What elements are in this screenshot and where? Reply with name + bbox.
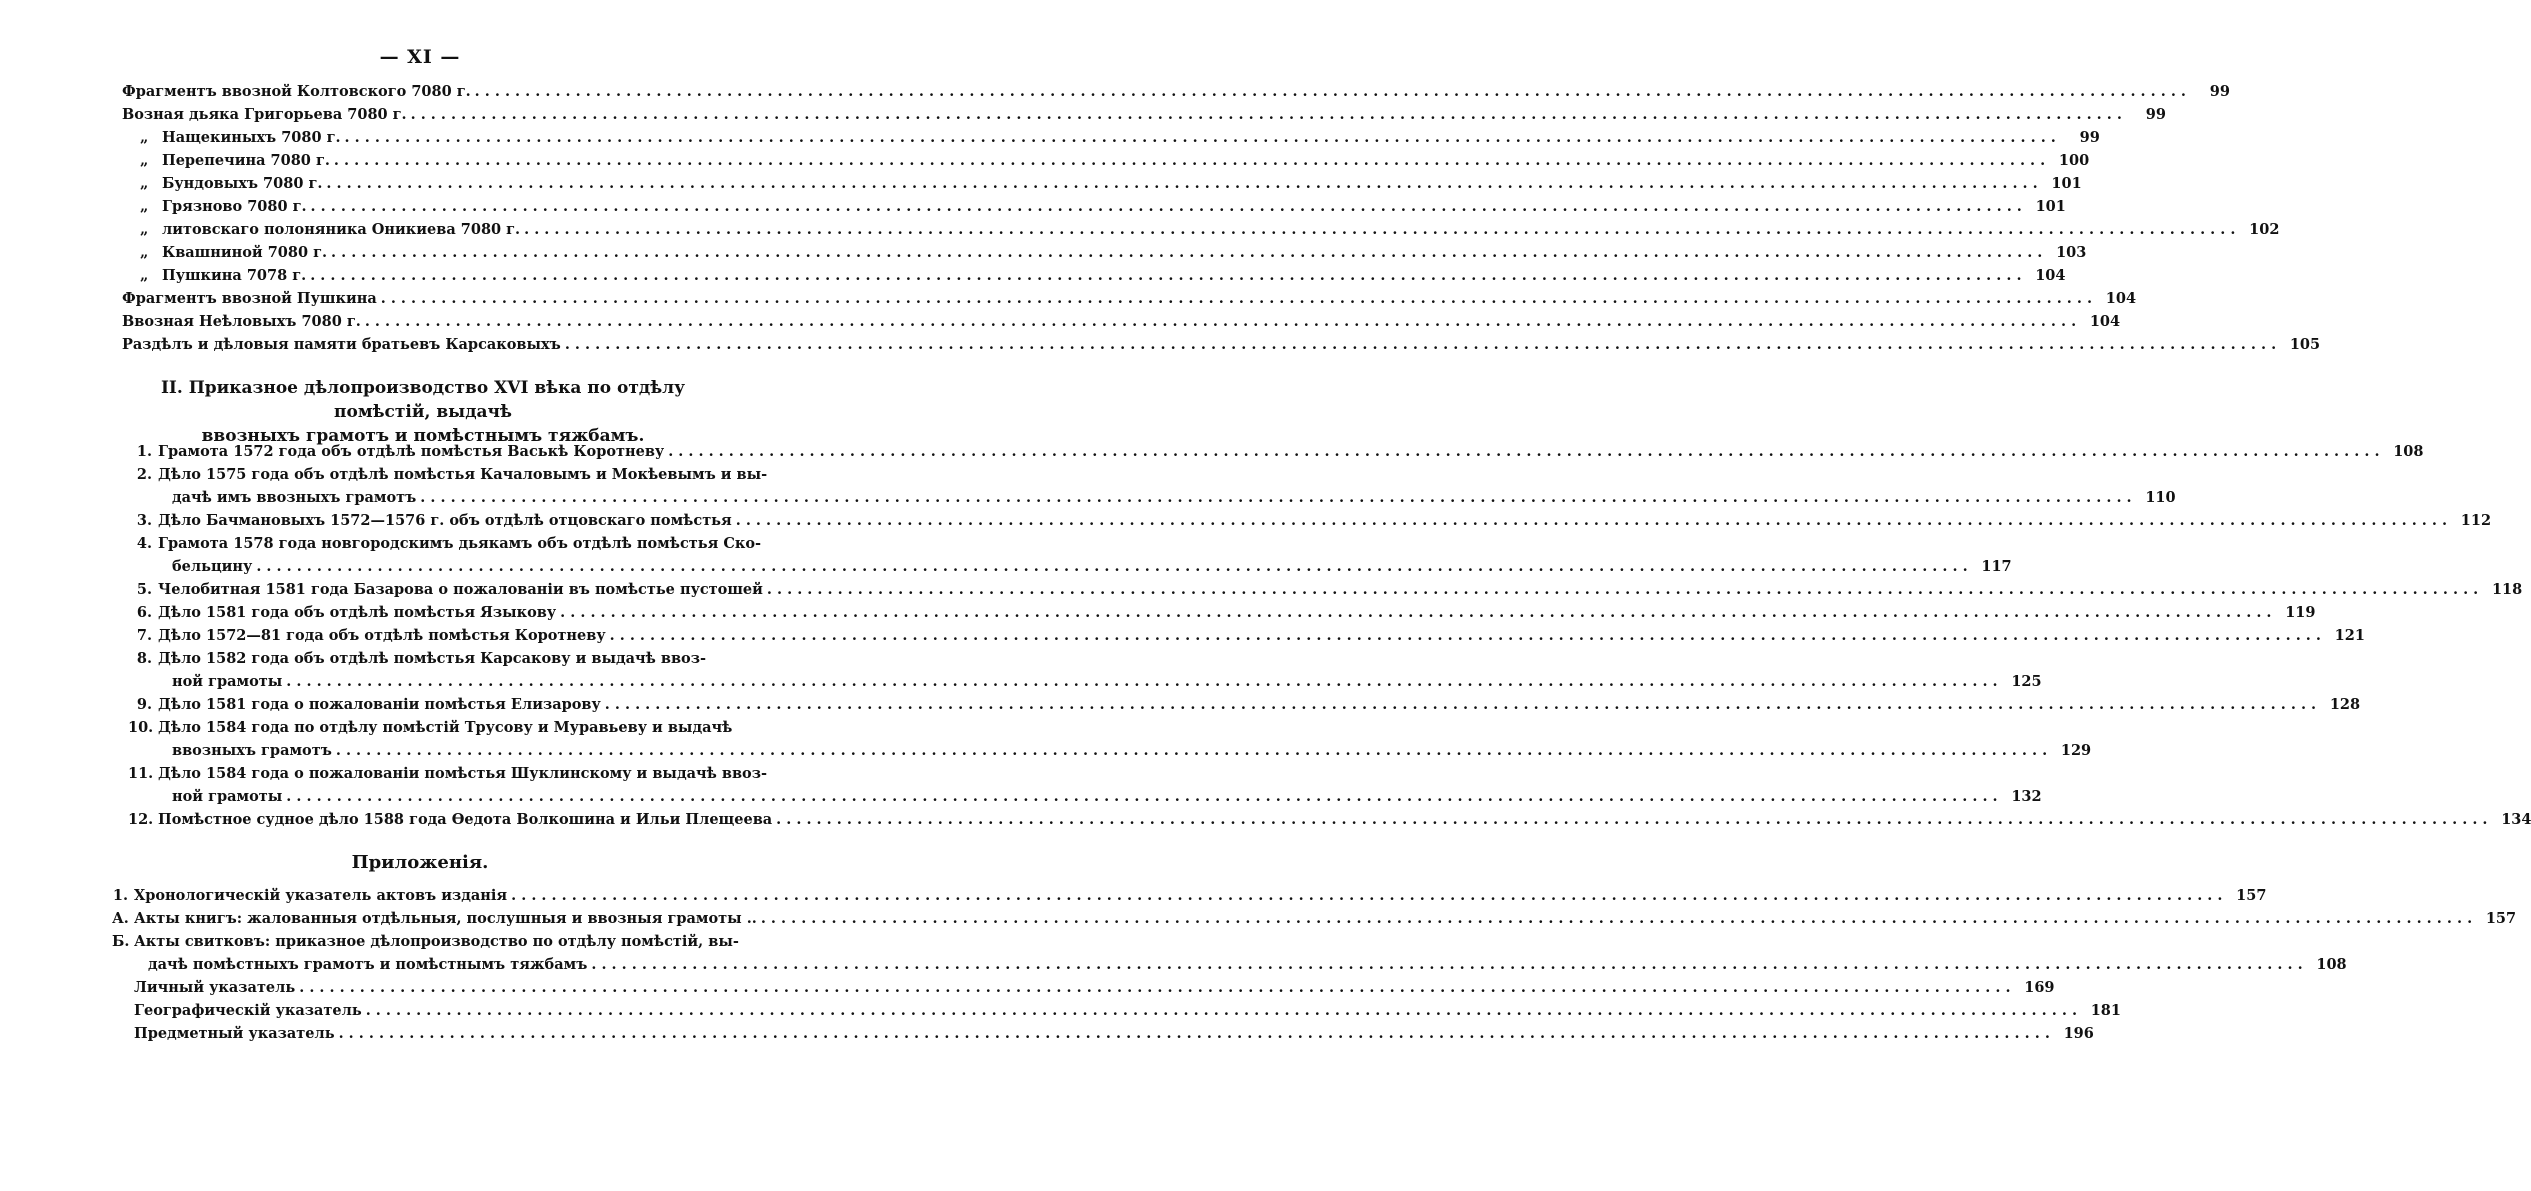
toc-entry-title: Предметный указатель <box>134 1025 335 1042</box>
toc-entry-title-continued: ной грамоты <box>172 673 283 690</box>
toc-entry-page: 104 <box>2105 290 2137 307</box>
toc-entry-page: 118 <box>2491 581 2523 598</box>
toc-entry-title: Дѣло 1584 года по отдѣлу помѣстій Трусову и Муравьеву и выдачѣ <box>158 719 733 736</box>
dot-leader <box>605 693 2316 716</box>
ditto-mark: „ <box>140 175 149 192</box>
toc-entry-number: 12. <box>128 811 154 828</box>
dot-leader <box>381 287 2092 310</box>
appendix-list <box>112 884 2517 1045</box>
dot-leader <box>365 310 2076 333</box>
dot-leader <box>286 670 1997 693</box>
dot-leader <box>334 149 2045 172</box>
dot-leader <box>311 195 2022 218</box>
toc-entry-page: 99 <box>2209 83 2230 100</box>
toc-entry-continuation <box>128 739 2092 762</box>
ditto-mark: „ <box>140 198 149 215</box>
toc-entry-title-continued: ной грамоты <box>172 788 283 805</box>
dot-leader <box>420 486 2131 509</box>
toc-entry <box>122 103 2166 126</box>
toc-entry-continuation <box>128 670 2042 693</box>
toc-entry <box>128 601 2316 624</box>
toc-entry <box>128 693 2361 716</box>
toc-entry <box>122 218 2280 241</box>
toc-entry-title-continued: дачѣ имъ ввозныхъ грамотъ <box>172 489 417 506</box>
toc-entry <box>128 647 728 670</box>
toc-entry <box>112 1022 2094 1045</box>
toc-entry-title: Помѣстное судное дѣло 1588 года Ѳедота Волкошина и Ильи Плещеева <box>158 811 773 828</box>
dot-leader <box>345 126 2056 149</box>
dot-leader <box>565 333 2276 356</box>
toc-entry-title: Дѣло 1584 года о пожалованіи помѣстья Шуклинскому и выдачѣ ввоз- <box>158 765 767 782</box>
dot-leader <box>668 440 2379 463</box>
toc-entry-number: 3. <box>136 512 152 529</box>
toc-entry <box>128 808 2531 831</box>
toc-entry-continuation <box>128 785 2042 808</box>
appendix-heading: Приложенія. <box>351 852 489 873</box>
toc-entry-page: 101 <box>2051 175 2082 192</box>
toc-entry-page: 108 <box>2316 956 2347 973</box>
toc-entry-number: 9. <box>136 696 152 713</box>
toc-entry-title: Дѣло 1575 года объ отдѣлѣ помѣстья Качаловымъ и Мокѣевымъ и вы- <box>158 466 768 483</box>
toc-entry-continuation <box>128 486 2176 509</box>
toc-entry-page: 101 <box>2035 198 2066 215</box>
section2-heading-line1: II. Приказное дѣлопроизводство XVI вѣка по отдѣлу помѣстій, выдачѣ <box>160 378 686 422</box>
toc-entry-page: 100 <box>2058 152 2090 169</box>
toc-entry-page: 134 <box>2501 811 2531 828</box>
ditto-mark: „ <box>140 267 149 284</box>
toc-entry-number: 2. <box>136 466 152 483</box>
dot-leader <box>736 509 2447 532</box>
toc-entry-title: Личный указатель <box>134 979 296 996</box>
dot-leader <box>511 884 2222 907</box>
toc-entry-title: Грамота 1578 года новгородскимъ дьякамъ объ отдѣлѣ помѣстья Ско- <box>158 535 762 552</box>
section2-heading <box>110 376 736 448</box>
dot-leader <box>366 999 2077 1022</box>
toc-entry-title: Возная дьяка Григорьева 7080 г. <box>122 106 407 123</box>
toc-entry-page: 129 <box>2060 742 2092 759</box>
toc-entry-title: Акты книгъ: жалованныя отдѣльныя, послушныя и ввозныя грамоты .. <box>134 910 757 927</box>
ditto-mark: „ <box>140 129 149 146</box>
toc-entry-title: Пушкина 7078 г. <box>162 267 307 284</box>
toc-entry <box>128 532 762 555</box>
toc-entry <box>122 287 2137 310</box>
toc-entry-title: Квашниной 7080 г. <box>162 244 328 261</box>
toc-entry-page: 128 <box>2329 696 2361 713</box>
ditto-mark: „ <box>140 152 149 169</box>
toc-entry-page: 110 <box>2145 489 2176 506</box>
dot-leader <box>326 172 2037 195</box>
toc-entry-title-continued: бельцину <box>172 558 253 575</box>
dot-leader <box>286 785 1997 808</box>
toc-entry-page: 157 <box>2236 887 2267 904</box>
toc-entry-page: 102 <box>2249 221 2280 238</box>
dot-leader <box>256 555 1967 578</box>
toc-entry <box>122 333 2321 356</box>
toc-entry-page: 105 <box>2289 336 2321 353</box>
section1-list <box>122 80 2321 356</box>
toc-entry-title: Раздѣлъ и дѣловыя памяти братьевъ Карсаковыхъ <box>122 336 561 353</box>
toc-entry-page: 99 <box>2145 106 2166 123</box>
section2-list <box>128 440 2531 831</box>
toc-entry-number: 6. <box>136 604 152 621</box>
toc-entry-number: 1. <box>112 887 128 904</box>
toc-entry <box>122 126 2100 149</box>
toc-entry-title: Хронологическій указатель актовъ изданія <box>134 887 508 904</box>
toc-entry-title: Географическій указатель <box>134 1002 362 1019</box>
toc-entry-title: Нащекиныхъ 7080 г. <box>162 129 341 146</box>
toc-entry-page: 104 <box>2035 267 2066 284</box>
toc-entry <box>128 463 768 486</box>
toc-entry <box>112 907 2517 930</box>
dot-leader <box>299 976 2010 999</box>
toc-entry-number: 11. <box>128 765 154 782</box>
toc-entry-page: 132 <box>2011 788 2042 805</box>
toc-entry <box>112 930 739 953</box>
dot-leader <box>339 1022 2050 1045</box>
toc-entry <box>122 310 2121 333</box>
section2-heading-line2: ввозныхъ грамотъ и помѣстнымъ тяжбамъ. <box>201 426 645 446</box>
toc-entry-page: 125 <box>2011 673 2042 690</box>
toc-entry-page: 196 <box>2063 1025 2094 1042</box>
toc-entry-title: Акты свитковъ: приказное дѣлопроизводство по отдѣлу помѣстій, вы- <box>134 933 739 950</box>
toc-entry <box>128 716 733 739</box>
toc-entry-title-continued: дачѣ помѣстныхъ грамотъ и помѣстнымъ тяжбамъ <box>148 956 588 973</box>
toc-entry-page: 169 <box>2024 979 2055 996</box>
dot-leader <box>310 264 2021 287</box>
toc-entry-title: Фрагментъ ввозной Колтовского 7080 г. <box>122 83 471 100</box>
toc-entry-title: Перепечина 7080 г. <box>162 152 330 169</box>
dot-leader <box>411 103 2122 126</box>
dot-leader <box>610 624 2321 647</box>
toc-entry <box>112 884 2267 907</box>
toc-entry-number: 8. <box>136 650 152 667</box>
toc-entry-page: 181 <box>2090 1002 2121 1019</box>
toc-entry-number: 1. <box>136 443 152 460</box>
page-number: — XI — <box>379 46 461 68</box>
toc-entry <box>112 999 2121 1022</box>
toc-entry-title: Челобитная 1581 года Базарова о пожалованіи въ помѣстье пустошей <box>158 581 763 598</box>
toc-entry <box>128 624 2365 647</box>
toc-entry-title: Ввозная Неѣловыхъ 7080 г. <box>122 313 361 330</box>
toc-entry-title-continued: ввозныхъ грамотъ <box>172 742 332 759</box>
toc-entry-number: А. <box>112 910 129 927</box>
toc-entry-page: 117 <box>1981 558 2012 575</box>
toc-entry-page: 108 <box>2393 443 2424 460</box>
toc-entry-page: 119 <box>2285 604 2316 621</box>
toc-entry-page: 157 <box>2485 910 2517 927</box>
dot-leader <box>761 907 2472 930</box>
toc-entry <box>128 578 2523 601</box>
dot-leader <box>591 953 2302 976</box>
toc-entry <box>128 509 2492 532</box>
dot-leader <box>331 241 2042 264</box>
toc-entry-number: 4. <box>136 535 152 552</box>
dot-leader <box>336 739 2047 762</box>
toc-entry-title: Дѣло 1582 года объ отдѣлѣ помѣстья Карсакову и выдачѣ ввоз- <box>158 650 707 667</box>
dot-leader <box>524 218 2235 241</box>
toc-entry <box>122 195 2066 218</box>
toc-entry <box>122 264 2066 287</box>
toc-entry-title: Бундовыхъ 7080 г. <box>162 175 323 192</box>
toc-entry-page: 99 <box>2079 129 2100 146</box>
toc-entry <box>122 241 2087 264</box>
toc-entry-title: Грязново 7080 г. <box>162 198 307 215</box>
toc-entry <box>122 149 2090 172</box>
toc-entry-page: 112 <box>2460 512 2492 529</box>
toc-entry-continuation <box>128 555 2012 578</box>
toc-entry-continuation <box>112 953 2347 976</box>
toc-entry-title: Фрагментъ ввозной Пушкина <box>122 290 377 307</box>
dot-leader <box>776 808 2487 831</box>
toc-entry <box>128 440 2424 463</box>
toc-entry <box>112 976 2055 999</box>
toc-entry-title: литовскаго полоняника Оникиева 7080 г. <box>162 221 521 238</box>
toc-entry <box>128 762 767 785</box>
ditto-mark: „ <box>140 244 149 261</box>
toc-entry-number: 10. <box>128 719 154 736</box>
toc-entry <box>122 172 2082 195</box>
toc-entry-title: Дѣло 1581 года объ отдѣлѣ помѣстья Языкову <box>158 604 557 621</box>
toc-entry-page: 104 <box>2089 313 2121 330</box>
dot-leader <box>475 80 2186 103</box>
toc-entry-number: Б. <box>112 933 130 950</box>
toc-entry-title: Грамота 1572 года объ отдѣлѣ помѣстья Васькѣ Коротневу <box>158 443 665 460</box>
toc-entry <box>122 80 2230 103</box>
toc-entry-title: Дѣло Бачмановыхъ 1572—1576 г. объ отдѣлѣ отцовскаго помѣстья <box>158 512 732 529</box>
toc-entry-page: 103 <box>2056 244 2087 261</box>
dot-leader <box>560 601 2271 624</box>
toc-entry-title: Дѣло 1572—81 года объ отдѣлѣ помѣстья Коротневу <box>158 627 606 644</box>
toc-entry-page: 121 <box>2334 627 2365 644</box>
ditto-mark: „ <box>140 221 149 238</box>
toc-entry-title: Дѣло 1581 года о пожалованіи помѣстья Елизарову <box>158 696 601 713</box>
toc-entry-number: 5. <box>136 581 152 598</box>
toc-entry-number: 7. <box>136 627 152 644</box>
dot-leader <box>767 578 2478 601</box>
